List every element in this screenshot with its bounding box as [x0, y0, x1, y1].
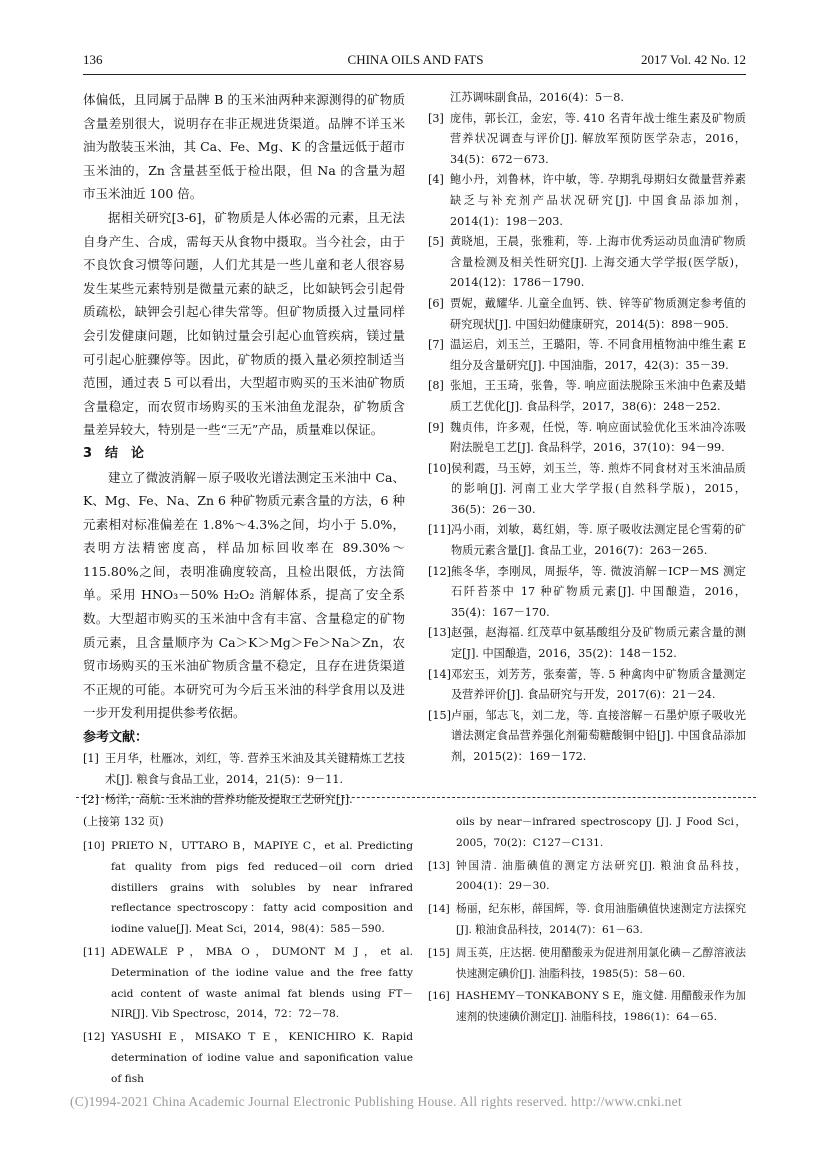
- copyright-footer: (C)1994-2021 China Academic Journal Electronic Publishing House. All rights reserved. http://www.cnki.net: [70, 1094, 682, 1109]
- reference-continuation: oils by near－infrared spectroscopy [J]. J Food Sci，2005，70(2)：C127－C131.: [456, 816, 746, 849]
- reference-text: 庞伟，郭长江，金宏，等. 410 名青年战士维生素及矿物质营养状况调查与评价[J]. 解放军预防医学杂志，2016，34(5)：672－673.: [450, 111, 746, 166]
- reference-item: [428, 459, 746, 521]
- reference-number: [6]: [428, 296, 444, 310]
- reference-number: [10]: [83, 840, 105, 852]
- reference-number: [12]: [83, 1031, 105, 1044]
- reference-item: [428, 943, 746, 985]
- reference-text: 钟国清. 油脂碘值的测定方法研究[J]. 粮油食品科技，2004(1)：29－30.: [456, 859, 746, 893]
- reference-item: [428, 335, 746, 376]
- reference-text: 鲍小丹，刘鲁林，许中敏，等. 孕期乳母期妇女微量营养素缺乏与补充剂产品状况研究[J]. 中国食品添加剂，2014(1)：198－203.: [450, 173, 746, 228]
- reference-text: 赵强，赵海福. 红茂草中氨基酸组分及矿物质元素含量的测定[J]. 中国酿造，2016，35(2)：148－152.: [450, 626, 746, 661]
- reference-text: 卢丽，邹志飞，刘二龙，等. 直接溶解－石墨炉原子吸收光谱法测定食品营养强化剂葡萄糖酸铜中铅[J]. 中国食品添加剂，2015(2)：169－172.: [450, 708, 746, 763]
- reference-number: [15]: [428, 708, 451, 722]
- reference-continuation: 江苏调味副食品，2016(4)：5－8.: [450, 91, 624, 104]
- reference-text: 杨丽，纪东彬，薛国辉，等. 食用油脂碘值快速测定方法探究[J]. 粮油食品科技，2014(7)：61－63.: [456, 903, 746, 936]
- reference-number: [12]: [428, 564, 451, 578]
- reference-number: [14]: [428, 667, 451, 681]
- reference-item: [428, 418, 746, 459]
- reference-text: ADEWALE P，MBA O，DUMONT M J，et al. Determination of the iodine value and the free fatty acid content of waste animal fat blends using FT－NIR[J]. Vib Spectrosc，2014，72：72－78.: [111, 945, 413, 1021]
- reference-text: HASHEMY－TONKABONY S E，施文健. 用醋酸汞作为加速剂的快速碘价测定[J]. 油脂科技，1986(1)：64－65.: [456, 990, 746, 1024]
- reference-text: 贾妮，戴耀华. 儿童全血钙、铁、锌等矿物质测定参考值的研究现状[J]. 中国妇幼健康研究，2014(5)：898－905.: [450, 296, 746, 331]
- reference-text: 邓宏玉，刘芳芳，张秦蕾，等. 5 种禽肉中矿物质含量测定及营养评价[J]. 食品研究与开发，2017(6)：21－24.: [450, 667, 746, 702]
- reference-text: YASUSHI E，MISAKO T E，KENICHIRO K. Rapid determination of iodine value and saponification value of fish: [111, 1031, 413, 1085]
- reference-number: [5]: [428, 235, 444, 249]
- page-number: 136: [83, 52, 103, 67]
- reference-item: [83, 1027, 413, 1089]
- reference-text: 熊冬华，李刚凤，周振华，等. 微波消解－ICP－MS 测定石阡苔茶中 17 种矿物质元素[J]. 中国酿造，2016，35(4)：167－170.: [450, 564, 746, 619]
- volume-info: 2017 Vol. 42 No. 12: [641, 52, 746, 67]
- reference-number: [13]: [428, 626, 451, 640]
- reference-number: [9]: [428, 420, 444, 434]
- paragraph: 据相关研究[3-6]，矿物质是人体必需的元素，且无法自身产生、合成，需每天从食物中摄取。当今社会，由于不良饮食习惯等问题，人们尤其是一些儿童和老人很容易发生某些元素特别是微量元素的缺乏，比如缺钙会引起骨质疏松，缺钾会引起心律失常等。但矿物质摄入过量同样会引发健康问题，比如钠过量会引起心血管疾病，镁过量可引起心脏骤停等。因此，矿物质的摄入量必须控制适当范围，通过表 5 可以看出，大型超市购买的玉米油矿物质含量稳定，而农贸市场购买的玉米油鱼龙混杂，矿物质含量差异较大，特别是一些“三无”产品，质量难以保证。: [83, 209, 405, 438]
- reference-item: [83, 836, 413, 940]
- reference-item: [428, 856, 746, 898]
- reference-item: [428, 520, 746, 561]
- reference-item: [1] 王月华，杜雁冰，刘红，等. 营养玉米油及其关键精炼工艺技术[J]. 粮食与食品工业，2014，21(5)：9－11.: [83, 752, 405, 786]
- reference-number: [10]: [428, 461, 451, 475]
- reference-number: [14]: [428, 903, 450, 916]
- reference-text: PRIETO N，UTTARO B，MAPIYE C，et al. Predicting fat quality from pigs fed reduced－oil corn dried distillers grains with solubles by near infrared reflectance spectroscopy：fatty acid composition and iodine value[J]. Meat Sci，2014，98(4)：585－590.: [111, 840, 413, 936]
- references-title: 参考文献：: [83, 730, 149, 746]
- left-column: [83, 88, 405, 811]
- reference-item: [428, 376, 746, 417]
- reference-item: [2] 杨洋，高航. 玉米油的营养功能及提取工艺研究[J].: [83, 793, 353, 807]
- reference-text: 黄晓旭，王晨，张雅莉，等. 上海市优秀运动员血清矿物质含量检测及相关性研究[J]. 上海交通大学学报(医学版)，2014(12)：1786－1790.: [450, 235, 746, 290]
- reference-item: [428, 623, 746, 664]
- reference-text: 温运启，刘玉兰，王璐阳，等. 不同食用植物油中维生素 E 组分及含量研究[J]. 中国油脂，2017，42(3)：35－39.: [450, 338, 746, 372]
- section-divider: [76, 797, 756, 798]
- reference-number: [16]: [428, 990, 450, 1003]
- continuation-label: (上接第 132 页): [83, 815, 164, 828]
- reference-item: [428, 562, 746, 624]
- reference-item: [428, 170, 746, 232]
- journal-name: CHINA OILS AND FATS: [347, 52, 484, 67]
- continuation-right: [428, 812, 746, 1030]
- reference-item: [428, 899, 746, 941]
- right-column: [428, 88, 746, 768]
- reference-number: [11]: [83, 945, 105, 958]
- continuation-left: [83, 812, 413, 1092]
- reference-item: [428, 294, 746, 335]
- reference-item: [428, 109, 746, 171]
- reference-number: [8]: [428, 379, 444, 393]
- reference-number: [11]: [428, 523, 451, 537]
- reference-text: 张旭，王玉琦，张鲁，等. 响应面法脱除玉米油中色素及蜡质工艺优化[J]. 食品科学，2017，38(6)：248－252.: [450, 379, 746, 413]
- reference-number: [4]: [428, 173, 444, 187]
- reference-text: 冯小雨，刘敏，葛红娟，等. 原子吸收法测定昆仑雪菊的矿物质元素含量[J]. 食品工业，2016(7)：263－265.: [450, 523, 746, 558]
- reference-number: [7]: [428, 338, 444, 352]
- reference-item: [428, 232, 746, 294]
- reference-item: [428, 706, 746, 768]
- header-rule: [83, 74, 746, 75]
- reference-text: 周玉英，庄达据. 使用醋酸汞为促进剂用氯化碘－乙醇溶液法快速测定碘价[J]. 油脂科技，1985(5)：58－60.: [456, 946, 746, 980]
- section-title: 3 结 论: [83, 445, 145, 461]
- paragraph: 体偏低，且同属于品牌 B 的玉米油两种来源测得的矿物质含量差别很大，说明存在非正规进货渠道。品牌不详玉米油为散装玉米油，其 Ca、Fe、Mg、K 的含量远低于超市玉米油的，Zn 含量甚至低于检出限，但 Na 的含量为超市玉米油近 100 倍。: [83, 92, 405, 202]
- reference-item: [428, 665, 746, 706]
- reference-item: [83, 942, 413, 1025]
- reference-number: [3]: [428, 111, 444, 125]
- paragraph: 建立了微波消解－原子吸收光谱法测定玉米油中 Ca、K、Mg、Fe、Na、Zn 6 种矿物质元素含量的方法，6 种元素相对标准偏差在 1.8%～4.3%之间，均小于 5.0%，表明方法精密度高，样品加标回收率在 89.30%～115.80%之间，表明准确度较高，且检出限低，方法简单。采用 HNO₃－50% H₂O₂ 消解体系，提高了安全系数。大型超市购买的玉米油中含有丰富、含量稳定的矿物质元素，且含量顺序为 Ca＞K＞Mg＞Fe＞Na＞Zn，农贸市场购买的玉米油矿物质含量不稳定，且存在进货渠道不正规的可能。本研究可为今后玉米油的科学食用以及进一步开发利用提供参考依据。: [83, 469, 405, 721]
- reference-text: 侯利霞，马玉婷，刘玉兰，等. 煎炸不同食材对玉米油品质的影响[J]. 河南工业大学学报(自然科学版)，2015，36(5)：26－30.: [450, 461, 746, 516]
- reference-number: [13]: [428, 859, 450, 872]
- reference-number: [15]: [428, 946, 450, 959]
- reference-item: [428, 986, 746, 1028]
- reference-text: 魏贞伟，许多观，任悦，等. 响应面试验优化玉米油冷冻吸附法脱皂工艺[J]. 食品科学，2016，37(10)：94－99.: [450, 420, 746, 455]
